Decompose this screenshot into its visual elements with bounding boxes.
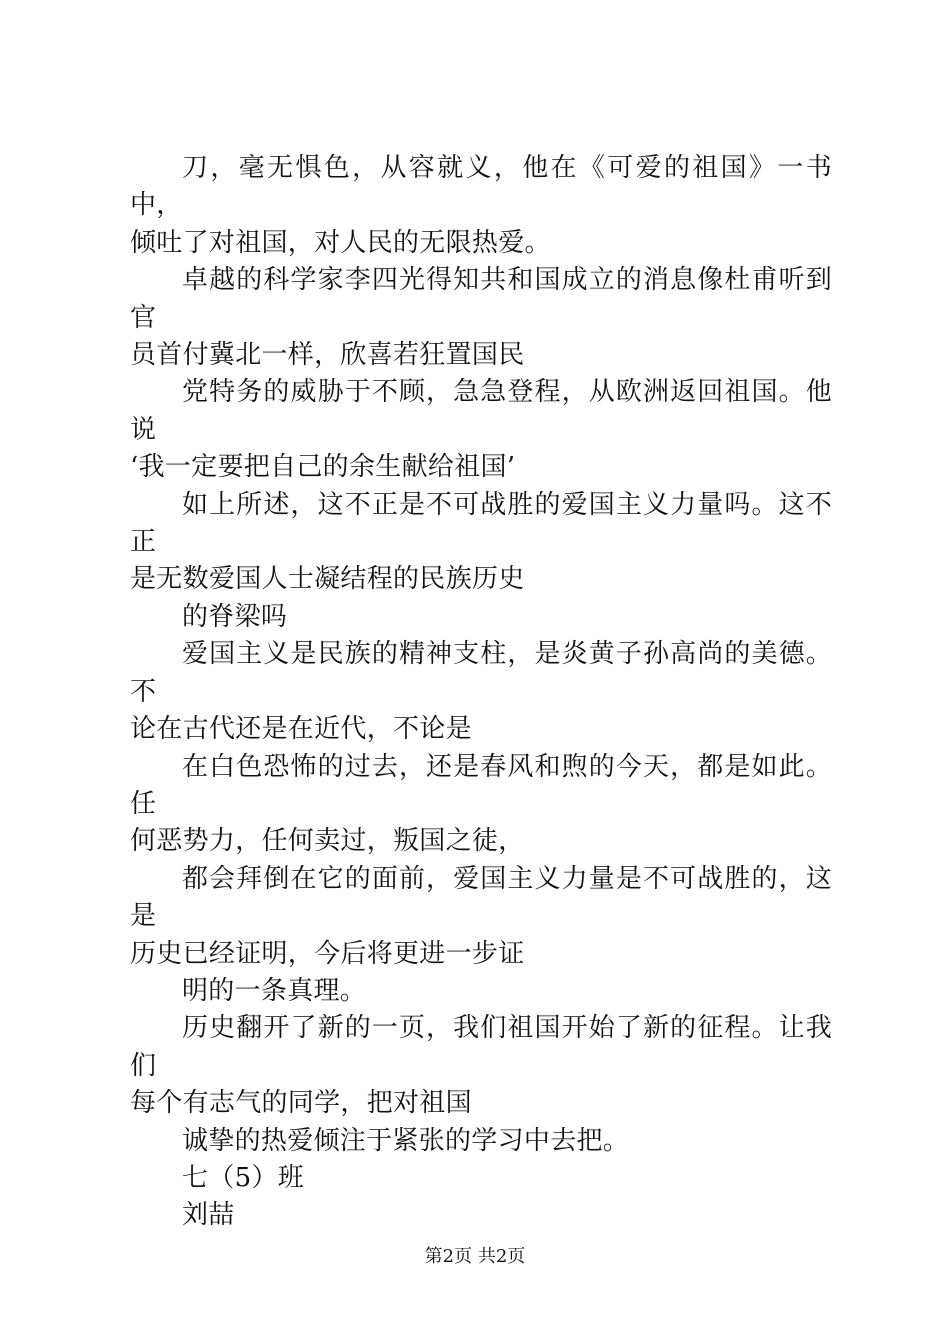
text-line: 历史已经证明，今后将更进一步证 (130, 938, 525, 969)
text-line: 倾吐了对祖国，对人民的无限热爱。 (130, 227, 551, 258)
author-signature (130, 1197, 832, 1234)
text-line: ‘我一定要把自己的余生献给祖国’ (130, 452, 516, 483)
text-line: 党特务的威胁于不顾，急急登程，从欧洲返回祖国。他说 (130, 377, 832, 445)
text-line: 历史翻开了新的一页，我们祖国开始了新的征程。让我们 (130, 1013, 832, 1081)
paragraph (130, 150, 832, 262)
paragraph (130, 1123, 832, 1160)
text-line: 都会拜倒在它的面前，爱国主义力量是不可战胜的，这是 (130, 863, 832, 932)
text-line: 如上所述，这不正是不可战胜的爱国主义力量吗。这不正 (130, 489, 832, 558)
text-line: 员首付冀北一样，欣喜若狂置国民 (130, 340, 525, 371)
text-line: 卓越的科学家李四光得知共和国成立的消息像杜甫听到官 (130, 265, 832, 333)
paragraph (130, 861, 832, 973)
text-line: 的脊梁吗 (182, 601, 288, 632)
paragraph (130, 973, 832, 1010)
text-line: 何恶势力，任何卖过，叛国之徒， (130, 826, 525, 857)
text-line: 明的一条真理。 (182, 975, 367, 1006)
paragraph (130, 599, 832, 636)
text-line: 刘喆 (182, 1200, 235, 1231)
page-number: 第2页 共2页 (424, 1246, 526, 1267)
text-line: 在白色恐怖的过去，还是春风和煦的今天，都是如此。任 (130, 751, 832, 819)
paragraph (130, 374, 832, 486)
paragraph (130, 262, 832, 374)
text-line: 七（5）班 (182, 1162, 305, 1193)
paragraph (130, 636, 832, 748)
paragraph (130, 749, 832, 861)
paragraph (130, 1010, 832, 1122)
text-line: 是无数爱国人士凝结程的民族历史 (130, 564, 525, 595)
text-line: 每个有志气的同学，把对祖国 (130, 1088, 472, 1119)
text-line: 爱国主义是民族的精神支柱，是炎黄子孙高尚的美德。不 (130, 639, 832, 707)
document-body (130, 150, 832, 1235)
paragraph (130, 487, 832, 599)
text-line: 论在古代还是在近代，不论是 (130, 714, 472, 745)
text-line: 刀，毫无惧色，从容就义，他在《可爱的祖国》一书中， (130, 153, 832, 221)
page-footer (0, 1242, 950, 1268)
class-signature (130, 1160, 832, 1197)
text-line: 诚挚的热爱倾注于紧张的学习中去把。 (182, 1125, 630, 1156)
